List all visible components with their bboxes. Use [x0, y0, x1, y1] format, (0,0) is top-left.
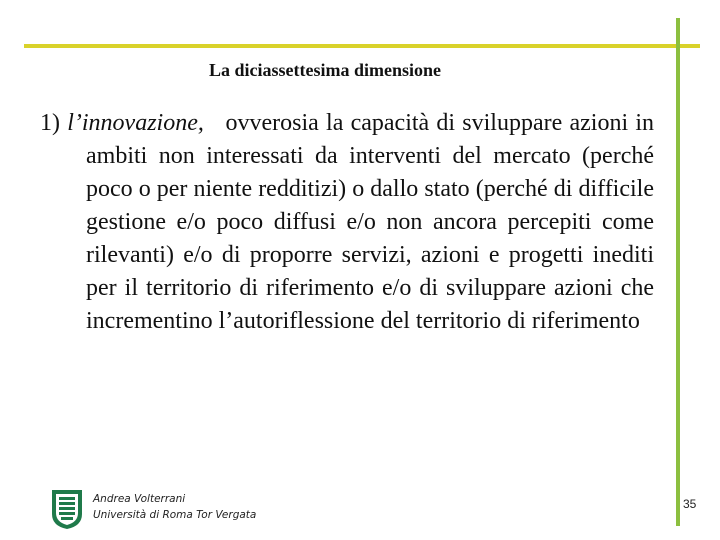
item-term: l’innovazione,	[67, 110, 204, 136]
item-text: ovverosia la capacità di sviluppare azioni in ambiti non interessati da interventi del mercato (perché poco o per niente redditizi) o dallo stato (perché di difficile gestione e/o poco diffusi e/o non ancora percepiti come rilevanti) e/o di proporre servizi, azioni e progetti inediti per il territorio di riferimento e/o di sviluppare azioni che incrementino l’autoriflessione del territorio di riferimento	[86, 110, 654, 334]
page-number: 35	[683, 497, 697, 511]
slide-title: La diciassettesima dimensione	[209, 60, 441, 80]
side-divider-line	[676, 18, 680, 526]
footer-author: Andrea Volterrani	[93, 493, 186, 505]
item-number: 1)	[40, 110, 60, 136]
footer	[93, 491, 256, 523]
numbered-item	[40, 107, 654, 338]
university-logo-icon	[50, 488, 84, 530]
top-divider-line	[24, 44, 700, 48]
footer-institution: Università di Roma Tor Vergata	[93, 509, 257, 521]
